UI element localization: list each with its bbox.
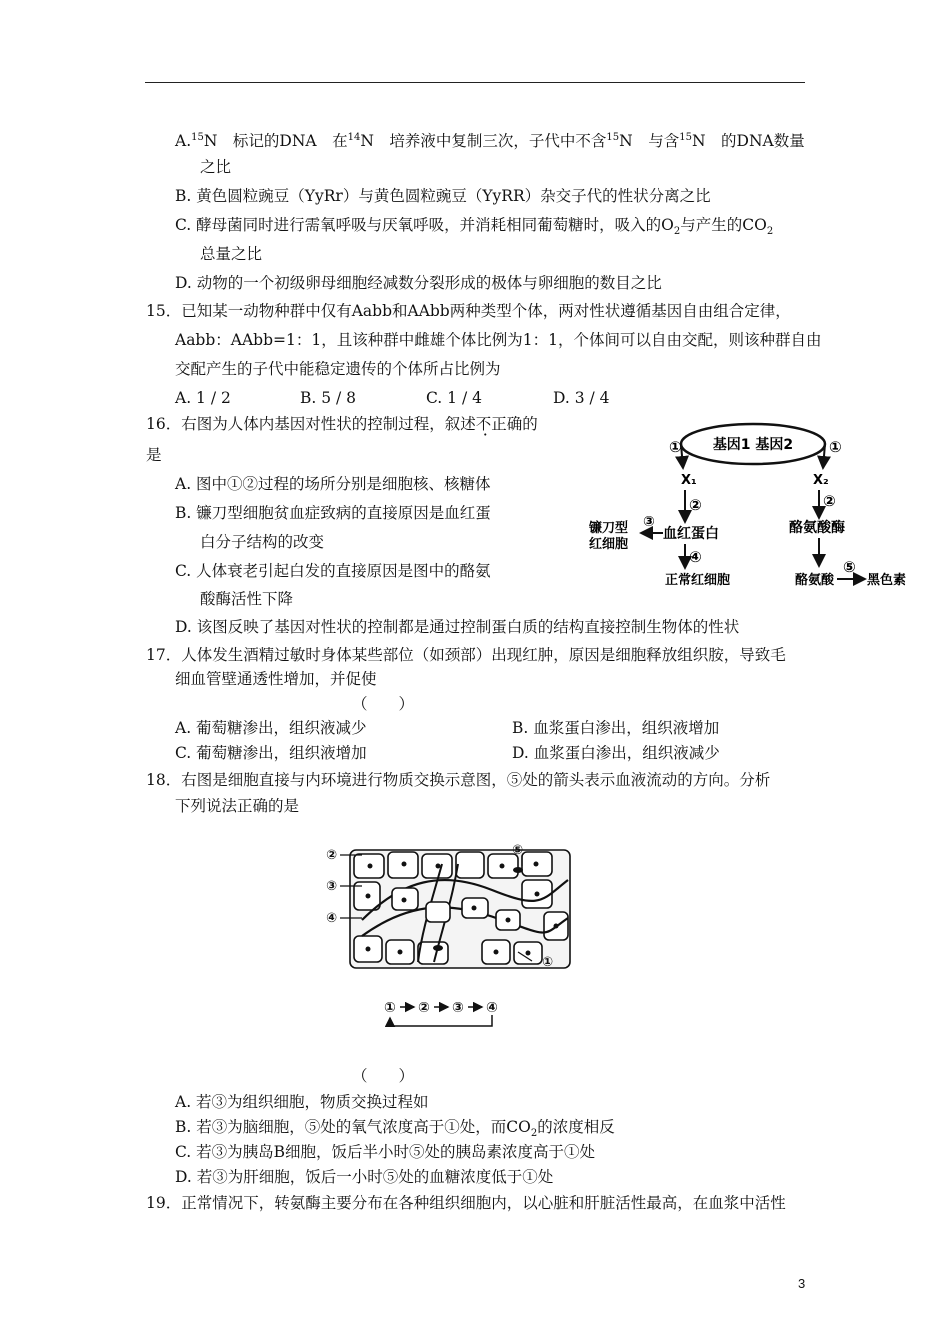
q15-stem-2: Aabb：AAbb=1：1，且该种群中雌雄个体比例为1：1，个体间可以自由交配，则该种群自由 bbox=[175, 331, 822, 349]
hemoglobin-label: 血红蛋白 bbox=[663, 526, 719, 542]
melanin-label: 黑色素 bbox=[867, 573, 907, 588]
q14-option-b: B. 黄色圆粒豌豆（YyRr）与黄色圆粒豌豆（YyRR）杂交子代的性状分离之比 bbox=[175, 187, 711, 205]
q16-option-b-cont: 白分子结构的改变 bbox=[200, 533, 325, 551]
q16-stem-1: 16．右图为人体内基因对性状的控制过程，叙述不正确的 bbox=[146, 415, 538, 433]
q16-option-b: B. 镰刀型细胞贫血症致病的直接原因是血红蛋 bbox=[175, 504, 491, 522]
tyrosinase-label: 酪氨酸酶 bbox=[789, 520, 845, 536]
step-2-label: ② bbox=[689, 496, 702, 514]
normal-rbc-label: 正常红细胞 bbox=[665, 573, 731, 588]
q14-option-a-cont: 之比 bbox=[200, 158, 232, 176]
q15-stem-1: 15．已知某一动物种群中仅有Aabb和AAbb两种类型个体，两对性状遵循基因自由组合定律， bbox=[146, 302, 791, 320]
tissue-exchange-diagram bbox=[322, 840, 592, 1030]
flow-3: ③ bbox=[452, 1000, 464, 1016]
q16-option-c-cont: 酸酶活性下降 bbox=[200, 590, 294, 608]
q17-stem-1: 17．人体发生酒精过敏时身体某些部位（如颈部）出现红肿，原因是细胞释放组织胺，导致毛 bbox=[146, 646, 786, 664]
gene-control-diagram bbox=[585, 420, 910, 590]
label-4: ④ bbox=[326, 911, 338, 926]
q17-answer-paren: （ ） bbox=[352, 695, 415, 713]
step-2-right-label: ② bbox=[823, 492, 836, 510]
tyrosine-label: 酪氨酸 bbox=[795, 573, 835, 588]
header-rule bbox=[145, 82, 805, 83]
step-3-label: ③ bbox=[643, 514, 655, 530]
flow-2: ② bbox=[418, 1000, 430, 1016]
q18-stem-1: 18．右图是细胞直接与内环境进行物质交换示意图，⑤处的箭头表示血液流动的方向。分析 bbox=[146, 771, 771, 789]
flow-1: ① bbox=[384, 1000, 396, 1016]
q14-option-a: A.$^{15}$N 标记的DNA 在$^{14}$N 培养液中复制三次，子代中不含$^{15}$N 与含$^{15}$N 的DNA数量 bbox=[175, 132, 805, 151]
q14-option-d: D. 动物的一个初级卵母细胞经减数分裂形成的极体与卵细胞的数目之比 bbox=[175, 274, 662, 292]
q17-option-a: A. 葡萄糖渗出，组织液减少 bbox=[175, 719, 367, 737]
q15-option-d: D. 3 / 4 bbox=[553, 389, 610, 407]
q18-stem-2: 下列说法正确的是 bbox=[175, 797, 300, 815]
page-number: 3 bbox=[798, 1276, 806, 1291]
label-2: ② bbox=[326, 848, 338, 863]
x2-label: X₂ bbox=[813, 473, 829, 488]
q15-option-b: B. 5 / 8 bbox=[300, 389, 357, 407]
q17-option-c: C. 葡萄糖渗出，组织液增加 bbox=[175, 744, 367, 762]
label-3: ③ bbox=[326, 879, 338, 894]
q15-option-c: C. 1 / 4 bbox=[426, 389, 482, 407]
label-5: ⑤ bbox=[512, 843, 524, 858]
q17-option-d: D. 血浆蛋白渗出，组织液减少 bbox=[512, 744, 720, 762]
q17-stem-2: 细血管壁通透性增加，并促使 bbox=[175, 670, 377, 688]
q18-option-d: D. 若③为肝细胞，饭后一小时⑤处的血糖浓度低于①处 bbox=[175, 1168, 554, 1186]
q16-option-d: D. 该图反映了基因对性状的控制都是通过控制蛋白质的结构直接控制生物体的性状 bbox=[175, 618, 740, 636]
label-1: ① bbox=[542, 955, 554, 970]
step-1-label: ① bbox=[669, 438, 682, 456]
q15-stem-3: 交配产生的子代中能稳定遗传的个体所占比例为 bbox=[175, 360, 501, 378]
q19-stem-1: 19．正常情况下，转氨酶主要分布在各种组织细胞内，以心脏和肝脏活性最高，在血浆中活性 bbox=[146, 1194, 786, 1212]
q17-option-b: B. 血浆蛋白渗出，组织液增加 bbox=[512, 719, 720, 737]
q18-option-a: A. 若③为组织细胞，物质交换过程如 bbox=[175, 1093, 429, 1111]
q16-stem-2: 是 bbox=[146, 446, 162, 464]
genes-label: 基因1 基因2 bbox=[712, 437, 794, 453]
q15-option-a: A. 1 / 2 bbox=[175, 389, 231, 407]
q18-option-b: B. 若③为脑细胞，⑤处的氧气浓度高于①处，而$CO_2$的浓度相反 bbox=[175, 1118, 615, 1140]
q18-answer-paren: （ ） bbox=[352, 1067, 415, 1085]
sickle-cell-label-1: 镰刀型 bbox=[589, 521, 629, 536]
q18-option-c: C. 若③为胰岛B细胞，饭后半小时⑤处的胰岛素浓度高于①处 bbox=[175, 1143, 596, 1161]
step-1-right-label: ① bbox=[829, 438, 842, 456]
q14-option-c: C. 酵母菌同时进行需氧呼吸与厌氧呼吸，并消耗相同葡萄糖时，吸入的$O_2$与产生的$CO_2$ bbox=[175, 216, 774, 238]
step-5-label: ⑤ bbox=[843, 558, 856, 576]
q14-option-c-cont: 总量之比 bbox=[200, 245, 263, 263]
q16-option-c: C. 人体衰老引起白发的直接原因是图中的酪氨 bbox=[175, 562, 491, 580]
sickle-cell-label-2: 红细胞 bbox=[589, 537, 629, 552]
x1-label: X₁ bbox=[681, 473, 697, 488]
flow-4: ④ bbox=[486, 1000, 498, 1016]
q16-option-a: A. 图中①②过程的场所分别是细胞核、核糖体 bbox=[175, 475, 491, 493]
step-4-label: ④ bbox=[689, 548, 702, 566]
